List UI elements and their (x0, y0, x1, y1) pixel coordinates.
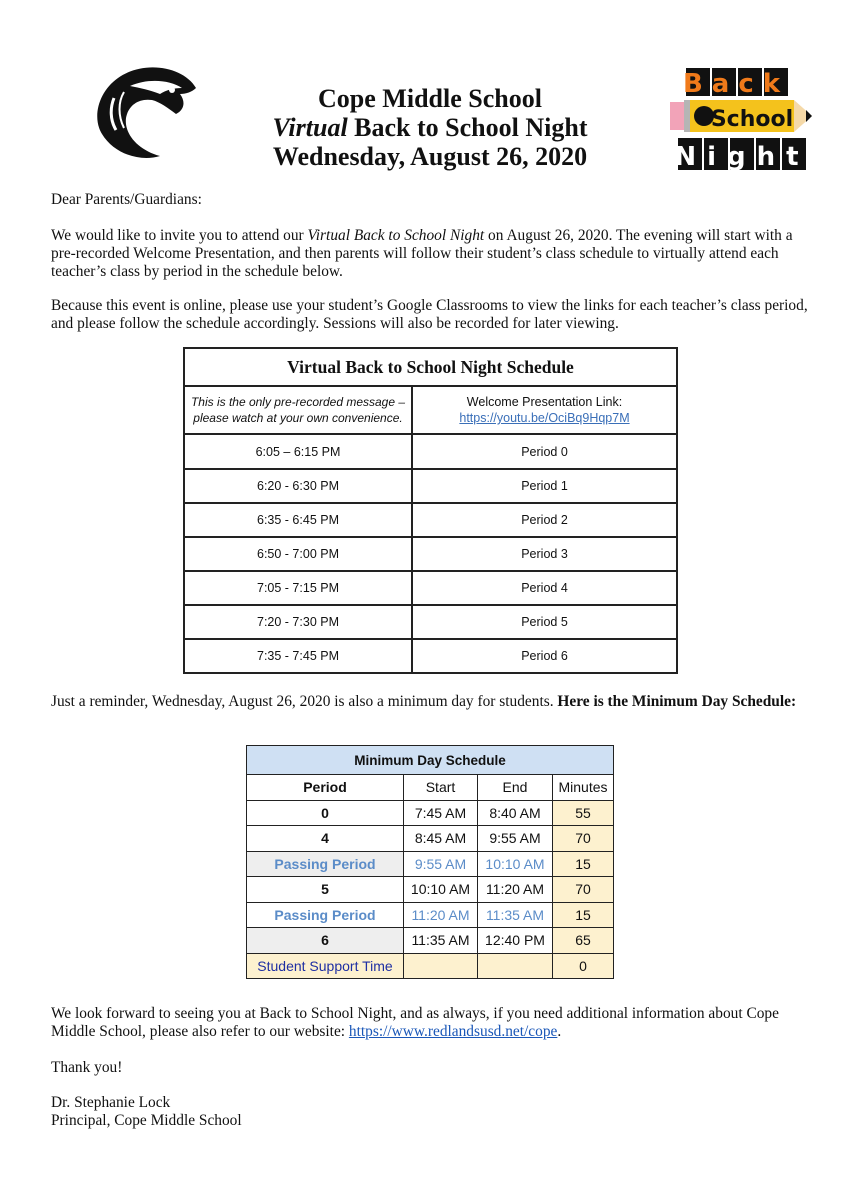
period-cell: Student Support Time (247, 953, 404, 979)
minutes-cell: 65 (553, 928, 614, 954)
event-name-italic: Virtual (272, 113, 348, 142)
minutes-cell: 15 (553, 851, 614, 877)
end-cell: 9:55 AM (478, 826, 553, 852)
event-name (200, 113, 660, 142)
period-cell: Passing Period (247, 851, 404, 877)
pencil-ferrule (684, 100, 690, 132)
pencil-lead (806, 110, 812, 122)
period-cell: Period 5 (412, 605, 677, 639)
time-cell: 7:05 - 7:15 PM (184, 571, 412, 605)
p1-italic: Virtual Back to School Night (307, 227, 485, 244)
table-row (247, 826, 614, 852)
p3-bold: Here is the Minimum Day Schedule: (557, 693, 797, 710)
school-name: Cope Middle School (318, 84, 542, 113)
p4-text-a: We look forward to seeing you at Back to School Night, and as always, if you need additional information about Cope Middle School, please also refer to our website: (51, 1005, 779, 1040)
period-cell: 5 (247, 877, 404, 903)
welcome-link-cell (412, 386, 677, 434)
minutes-cell: 55 (553, 800, 614, 826)
end-cell: 11:35 AM (478, 902, 553, 928)
period-cell: Period 6 (412, 639, 677, 673)
end-cell (478, 953, 553, 979)
time-cell: 7:20 - 7:30 PM (184, 605, 412, 639)
letter-thanks: Thank you! (51, 1059, 123, 1076)
start-cell: 8:45 AM (404, 826, 478, 852)
column-header: Start (404, 775, 478, 801)
event-name-rest: Back to School Night (347, 113, 588, 142)
signer-name: Dr. Stephanie Lock (51, 1094, 171, 1111)
minutes-cell: 0 (553, 953, 614, 979)
pencil-eraser (670, 102, 684, 130)
prerecorded-note: This is the only pre-recorded message – please watch at your own convenience. (184, 386, 412, 434)
welcome-presentation-link[interactable]: https://youtu.be/OciBq9Hqp7M (459, 411, 630, 425)
start-cell: 7:45 AM (404, 800, 478, 826)
minutes-cell: 70 (553, 877, 614, 903)
page-title (200, 84, 660, 171)
virtual-schedule-table (183, 347, 678, 674)
table-header-row (247, 775, 614, 801)
start-cell (404, 953, 478, 979)
table-row (247, 953, 614, 979)
signer-title: Principal, Cope Middle School (51, 1112, 242, 1129)
period-cell: Period 4 (412, 571, 677, 605)
table-row (184, 639, 677, 673)
back-to-school-night-logo (668, 66, 814, 174)
period-cell: Passing Period (247, 902, 404, 928)
minutes-cell: 70 (553, 826, 614, 852)
period-cell: Period 1 (412, 469, 677, 503)
welcome-link-label: Welcome Presentation Link: (466, 395, 623, 409)
table-row (247, 851, 614, 877)
time-cell: 6:05 – 6:15 PM (184, 434, 412, 469)
table-row (184, 434, 677, 469)
table-row (184, 503, 677, 537)
end-cell: 12:40 PM (478, 928, 553, 954)
table-row (247, 877, 614, 903)
period-cell: Period 3 (412, 537, 677, 571)
period-cell: Period 2 (412, 503, 677, 537)
column-header: Minutes (553, 775, 614, 801)
minimum-day-table (246, 745, 614, 979)
p1-text-b: on August 26, 2020. The evening will start with a pre-recorded Welcome Presentation, and then parents will follow their student’s class schedule to virtually attend each teacher’s class by period in the schedule below. (51, 227, 793, 280)
p4-text-b: . (557, 1023, 562, 1040)
table-row (184, 571, 677, 605)
time-cell: 7:35 - 7:45 PM (184, 639, 412, 673)
minimum-day-title: Minimum Day Schedule (247, 746, 614, 775)
time-cell: 6:20 - 6:30 PM (184, 469, 412, 503)
end-cell: 10:10 AM (478, 851, 553, 877)
table-row (184, 537, 677, 571)
start-cell: 11:35 AM (404, 928, 478, 954)
time-cell: 6:35 - 6:45 PM (184, 503, 412, 537)
letter-greeting: Dear Parents/Guardians: (51, 191, 202, 208)
end-cell: 8:40 AM (478, 800, 553, 826)
period-cell: 6 (247, 928, 404, 954)
p1-text-a: We would like to invite you to attend our (51, 227, 308, 244)
badge-back-text: Back (682, 69, 790, 99)
school-website-link[interactable]: https://www.redlandsusd.net/cope (348, 1023, 558, 1040)
letter-paragraph-1 (51, 227, 811, 281)
letter-paragraph-3 (51, 693, 811, 711)
start-cell: 9:55 AM (404, 851, 478, 877)
table-row (247, 800, 614, 826)
minutes-cell: 15 (553, 902, 614, 928)
table-row (247, 902, 614, 928)
virtual-schedule-title: Virtual Back to School Night Schedule (184, 348, 677, 386)
table-row (184, 469, 677, 503)
end-cell: 11:20 AM (478, 877, 553, 903)
table-row (184, 605, 677, 639)
badge-night-text: Night (674, 142, 810, 172)
period-cell: 4 (247, 826, 404, 852)
start-cell: 11:20 AM (404, 902, 478, 928)
table-row (247, 928, 614, 954)
badge-school-text: School (710, 107, 794, 132)
time-cell: 6:50 - 7:00 PM (184, 537, 412, 571)
hawk-logo-icon (88, 58, 200, 170)
column-header: End (478, 775, 553, 801)
letter-paragraph-2: Because this event is online, please use your student’s Google Classrooms to view the links for each teacher’s class period, and please follow the schedule accordingly. Sessions will also be recorded for later viewing. (51, 297, 808, 332)
letter-paragraph-4 (51, 1005, 811, 1041)
period-cell: 0 (247, 800, 404, 826)
start-cell: 10:10 AM (404, 877, 478, 903)
p3-text: Just a reminder, Wednesday, August 26, 2020 is also a minimum day for students. (51, 693, 558, 710)
column-header: Period (247, 775, 404, 801)
event-date: Wednesday, August 26, 2020 (272, 142, 588, 171)
period-cell: Period 0 (412, 434, 677, 469)
